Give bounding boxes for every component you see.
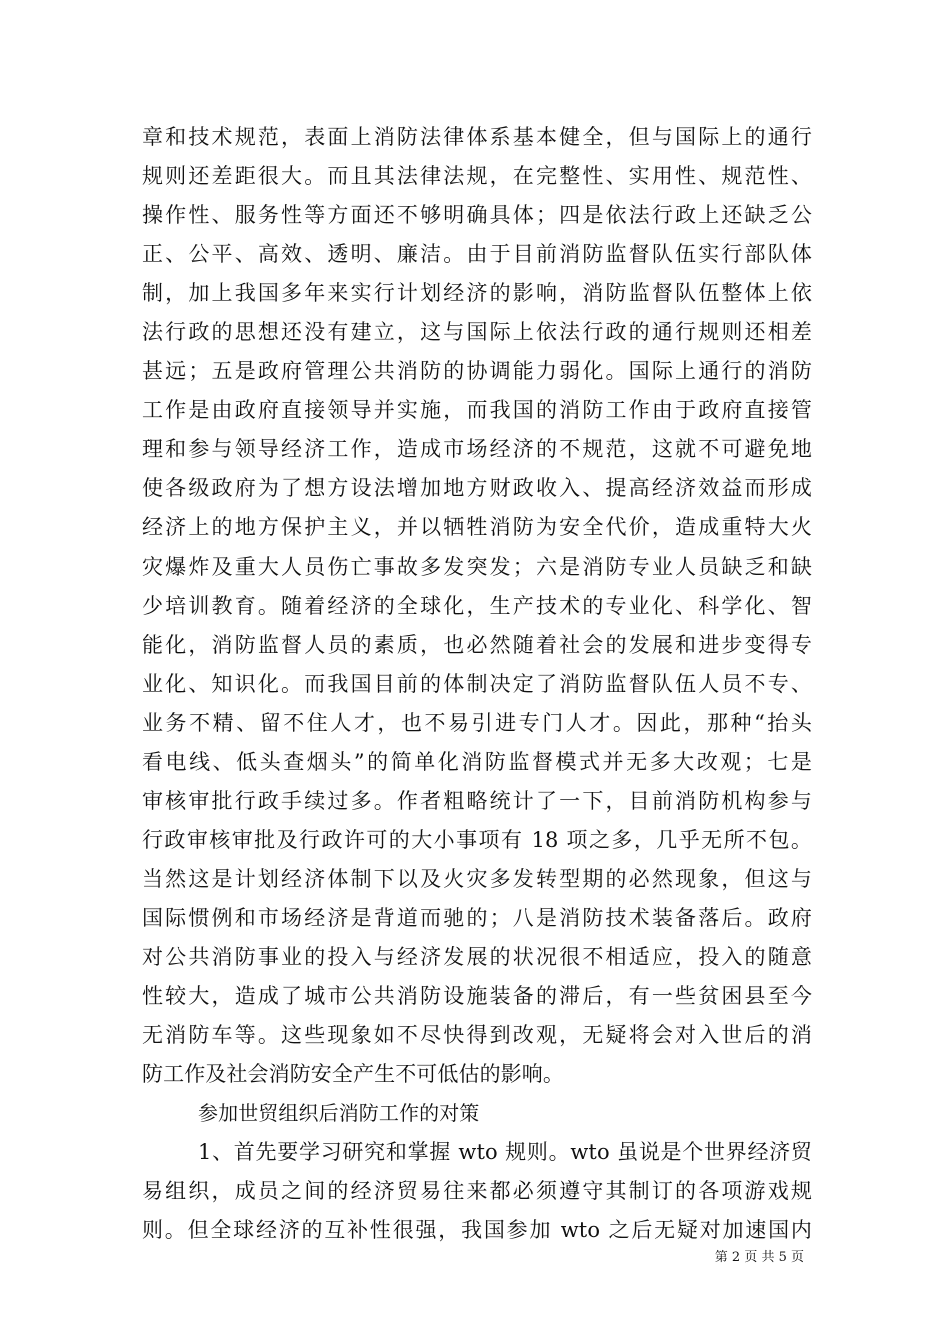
text-line: 看电线、低头查烟头”的简单化消防监督模式并无多大改观；七是 <box>142 749 812 774</box>
text-line: 当然这是计划经济体制下以及火灾多发转型期的必然现象，但这与 <box>142 866 812 891</box>
text-line: 法行政的思想还没有建立，这与国际上依法行政的通行规则还相差 <box>142 320 812 345</box>
text-line: 使各级政府为了想方设法增加地方财政收入、提高经济效益而形成 <box>142 476 812 501</box>
text-line: 业化、知识化。而我国目前的体制决定了消防监督队伍人员不专、 <box>142 671 812 696</box>
text-line: 灾爆炸及重大人员伤亡事故多发突发；六是消防专业人员缺乏和缺 <box>142 554 812 579</box>
text-line: 正、公平、高效、透明、廉洁。由于目前消防监督队伍实行部队体 <box>142 242 812 267</box>
text-line: 操作性、服务性等方面还不够明确具体；四是依法行政上还缺乏公 <box>142 203 812 228</box>
document-body <box>142 118 812 1250</box>
text-line: 行政审核审批及行政许可的大小事项有 18 项之多，几乎无所不包。 <box>142 827 812 852</box>
text-line: 无消防车等。这些现象如不尽快得到改观，无疑将会对入世后的消 <box>142 1023 812 1048</box>
text-line: 易组织，成员之间的经济贸易往来都必须遵守其制订的各项游戏规 <box>142 1179 812 1204</box>
text-line: 国际惯例和市场经济是背道而驰的；八是消防技术装备落后。政府 <box>142 905 812 930</box>
text-line: 工作是由政府直接领导并实施，而我国的消防工作由于政府直接管 <box>142 398 812 423</box>
text-line: 性较大，造成了城市公共消防设施装备的滞后，有一些贫困县至今 <box>142 984 812 1009</box>
text-line: 防工作及社会消防安全产生不可低估的影响。 <box>142 1062 564 1087</box>
text-line: 经济上的地方保护主义，并以牺牲消防为安全代价，造成重特大火 <box>142 515 812 540</box>
text-line: 理和参与领导经济工作，造成市场经济的不规范，这就不可避免地 <box>142 437 812 462</box>
text-line: 1、首先要学习研究和掌握 wto 规则。wto 虽说是个世界经济贸 <box>198 1140 812 1165</box>
text-line: 规则还差距很大。而且其法律法规，在完整性、实用性、规范性、 <box>142 164 812 189</box>
text-line: 则。但全球经济的互补性很强，我国参加 wto 之后无疑对加速国内 <box>142 1218 812 1243</box>
text-line: 少培训教育。随着经济的全球化，生产技术的专业化、科学化、智 <box>142 593 812 618</box>
page-number: 第 2 页 共 5 页 <box>714 1250 804 1265</box>
text-line: 制，加上我国多年来实行计划经济的影响，消防监督队伍整体上依 <box>142 281 812 306</box>
text-line: 能化，消防监督人员的素质，也必然随着社会的发展和进步变得专 <box>142 632 812 657</box>
text-line: 甚远；五是政府管理公共消防的协调能力弱化。国际上通行的消防 <box>142 359 812 384</box>
text-line: 对公共消防事业的投入与经济发展的状况很不相适应，投入的随意 <box>142 944 812 969</box>
section-heading: 参加世贸组织后消防工作的对策 <box>198 1101 480 1126</box>
text-line: 审核审批行政手续过多。作者粗略统计了一下，目前消防机构参与 <box>142 788 812 813</box>
text-line: 业务不精、留不住人才，也不易引进专门人才。因此，那种“抬头 <box>142 710 812 735</box>
text-line: 章和技术规范，表面上消防法律体系基本健全，但与国际上的通行 <box>142 125 812 149</box>
